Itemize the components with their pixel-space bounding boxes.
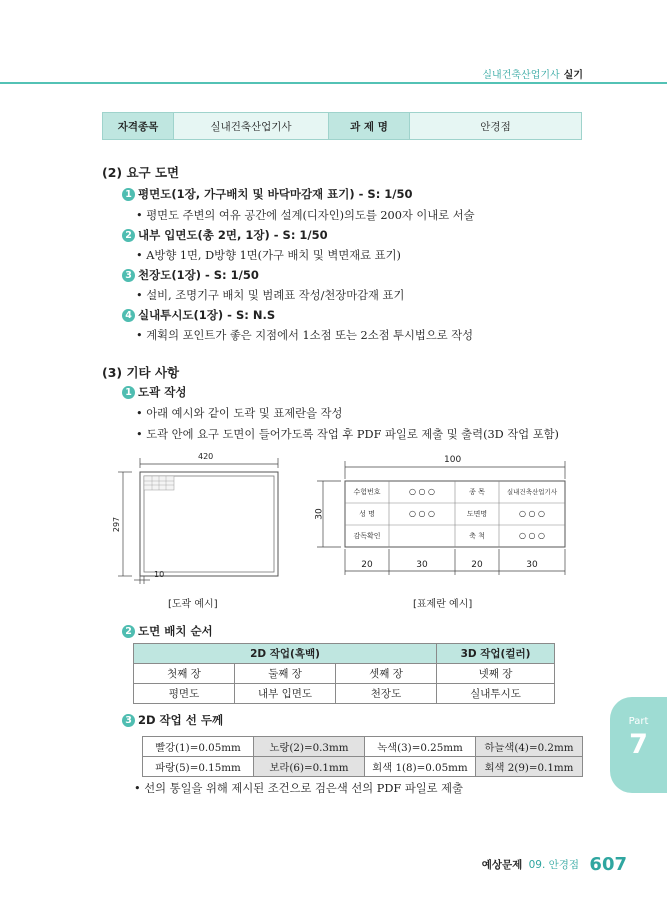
title-block-width-label: 100	[444, 455, 462, 465]
footer-chapter: 09. 안경점	[528, 859, 580, 871]
title-block-cell: 실내건축산업기사	[506, 488, 558, 496]
frame-caption: [도곽 예시]	[168, 599, 218, 610]
info-table	[102, 112, 582, 140]
other-item-2: 2 도면 배치 순서	[122, 623, 213, 639]
number-badge: 1	[122, 386, 135, 399]
frame-margin-label: 10	[154, 570, 165, 579]
part-number: 7	[629, 729, 648, 760]
title-block-cell: ○ ○ ○	[408, 509, 436, 518]
order-cell: 첫째 장	[134, 664, 235, 684]
order-cell: 넷째 장	[437, 664, 555, 684]
title-block-cell: 수험번호	[353, 488, 381, 496]
info-value-task: 안경점	[410, 113, 582, 140]
page-footer	[482, 854, 627, 875]
required-item-2-detail: • A방향 1면, D방향 1면(가구 배치 및 벽면재료 표기)	[136, 249, 401, 262]
number-badge: 4	[122, 309, 135, 322]
order-cell: 평면도	[134, 684, 235, 704]
number-badge: 2	[122, 229, 135, 242]
drawing-frame-example	[112, 450, 292, 590]
header-title: 실내건축산업기사 실기	[482, 70, 583, 81]
drawing-order-table	[133, 643, 555, 704]
title-block-cell: ○ ○ ○	[518, 509, 546, 518]
required-item-3-detail: • 설비, 조명기구 배치 및 범례표 작성/천장마감재 표기	[136, 289, 405, 302]
title-block-cell: 성 명	[359, 510, 375, 518]
required-item-4-detail: • 계획의 포인트가 좋은 지점에서 1소점 또는 2소점 투시법으로 작성	[136, 329, 474, 342]
order-cell: 내부 입면도	[235, 684, 336, 704]
title-block-cell: ○ ○ ○	[518, 531, 546, 540]
title-block-cell: 축 척	[469, 532, 485, 540]
part-label: Part	[628, 716, 649, 727]
number-badge: 1	[122, 188, 135, 201]
required-item-2: 2 내부 입면도(총 2면, 1장) - S: 1/50	[122, 227, 328, 243]
title-block-height-label: 30	[314, 508, 325, 520]
thickness-cell: 회색 2(9)=0.1mm	[476, 757, 583, 777]
info-label-qualification: 자격종목	[103, 113, 174, 140]
thickness-cell: 회색 1(8)=0.05mm	[365, 757, 476, 777]
order-cell: 천장도	[336, 684, 437, 704]
other-item-1: 1 도곽 작성	[122, 384, 186, 400]
title-block-col-width: 30	[526, 560, 538, 570]
number-badge: 3	[122, 269, 135, 282]
title-block-col-width: 20	[361, 560, 373, 570]
section-other-title: (3) 기타 사항	[102, 365, 180, 380]
title-block-caption: [표제란 예시]	[413, 599, 473, 610]
frame-width-label: 420	[198, 452, 214, 461]
title-block-col-width: 20	[471, 560, 483, 570]
title-block-cell: 도면명	[466, 510, 488, 518]
required-item-4: 4 실내투시도(1장) - S: N.S	[122, 307, 275, 323]
other-item-1-bullet-1: • 아래 예시와 같이 도곽 및 표제란을 작성	[136, 407, 343, 420]
order-cell: 둘째 장	[235, 664, 336, 684]
page-number: 607	[589, 854, 627, 875]
title-block-cell: 종 목	[469, 488, 485, 496]
order-cell: 셋째 장	[336, 664, 437, 684]
thickness-cell: 빨강(1)=0.05mm	[143, 737, 254, 757]
info-label-task: 과 제 명	[329, 113, 410, 140]
number-badge: 2	[122, 625, 135, 638]
thickness-cell: 녹색(3)=0.25mm	[365, 737, 476, 757]
header-rule	[0, 82, 667, 84]
other-item-3: 3 2D 작업 선 두께	[122, 712, 223, 728]
line-thickness-table	[142, 736, 583, 777]
other-item-1-bullet-2: • 도곽 안에 요구 도면이 들어가도록 작업 후 PDF 파일로 제출 및 출력(3D 작업 포함)	[136, 428, 559, 441]
order-header-3d: 3D 작업(컬러)	[437, 644, 555, 664]
required-item-1: 1 평면도(1장, 가구배치 및 바닥마감재 표기) - S: 1/50	[122, 186, 413, 202]
required-item-3: 3 천장도(1장) - S: 1/50	[122, 267, 259, 283]
frame-height-label: 297	[112, 516, 122, 533]
info-value-qualification: 실내건축산업기사	[174, 113, 329, 140]
thickness-cell: 보라(6)=0.1mm	[254, 757, 365, 777]
final-note: • 선의 통일을 위해 제시된 조건으로 검은색 선의 PDF 파일로 제출	[134, 782, 463, 795]
footer-label: 예상문제	[481, 859, 523, 871]
thickness-cell: 파랑(5)=0.15mm	[143, 757, 254, 777]
section-required-drawings-title: (2) 요구 도면	[102, 165, 180, 180]
number-badge: 3	[122, 714, 135, 727]
title-block-col-width: 30	[416, 560, 428, 570]
order-header-2d: 2D 작업(흑백)	[134, 644, 437, 664]
thickness-cell: 하늘색(4)=0.2mm	[476, 737, 583, 757]
thickness-cell: 노랑(2)=0.3mm	[254, 737, 365, 757]
title-block-example	[313, 455, 573, 580]
title-block-cell: ○ ○ ○	[408, 487, 436, 496]
part-side-tab	[610, 697, 667, 793]
page-header	[0, 62, 667, 82]
required-item-1-detail: • 평면도 주변의 여유 공간에 설계(디자인)의도를 200자 이내로 서술	[136, 209, 475, 222]
order-cell: 실내투시도	[437, 684, 555, 704]
title-block-cell: 감독확인	[353, 532, 381, 540]
